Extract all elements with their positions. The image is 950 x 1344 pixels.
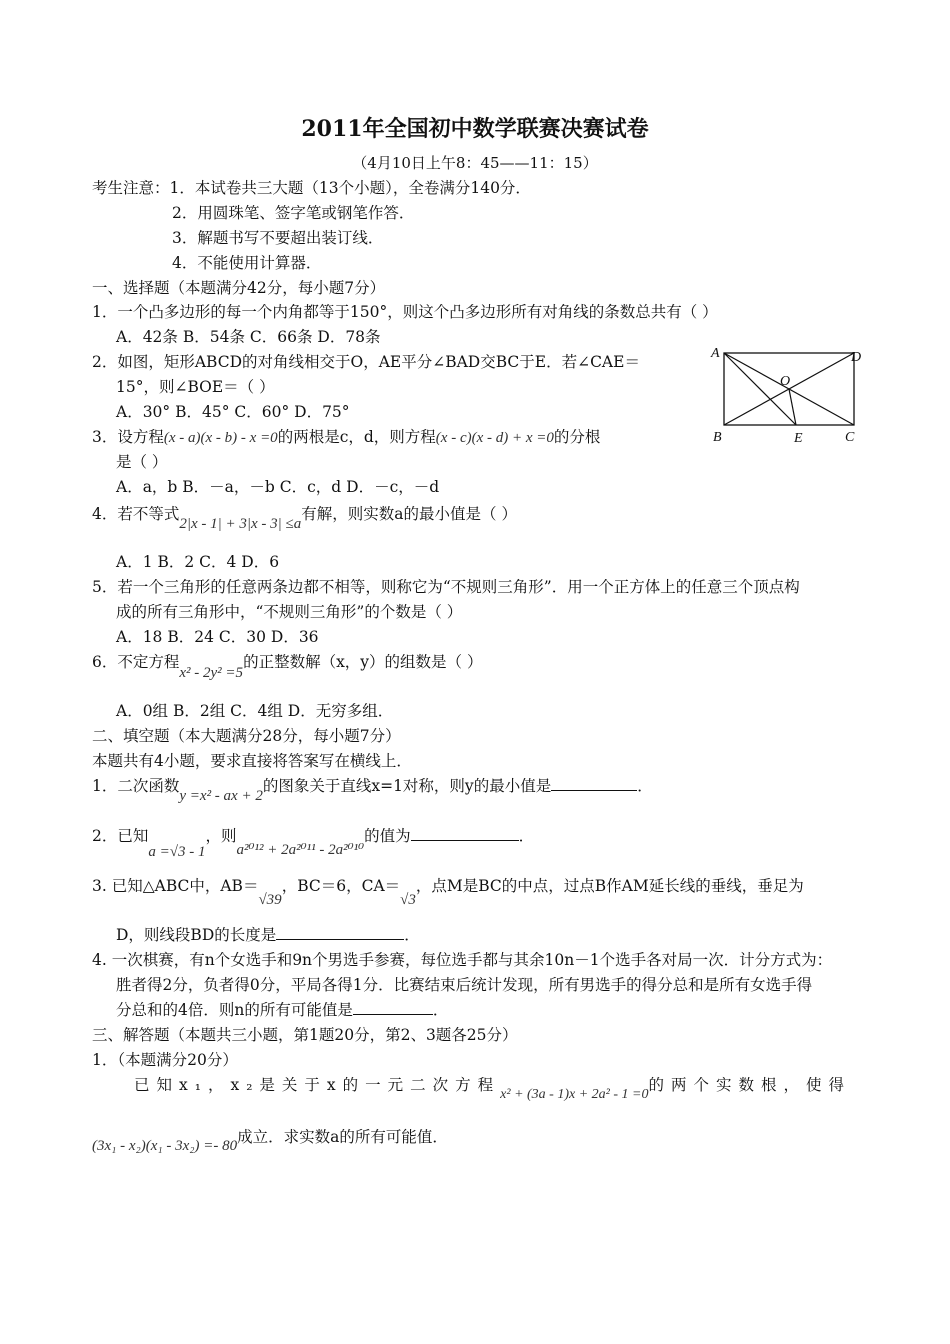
question-line (134, 1075, 851, 1102)
target-expr: a²⁰¹² + 2a²⁰¹¹ - 2a²⁰¹⁰ (236, 842, 365, 858)
inequality: 2|x - 1| + 3|x - 3| ≤a (179, 516, 302, 532)
question-text: 的两根是c，d，则方程 (277, 428, 436, 446)
given-expr: a =√3 - 1 (148, 844, 206, 860)
question-line (92, 776, 653, 804)
notice-item: 1．本试卷共三大题（13个小题），全卷满分140分． (169, 179, 531, 197)
question-text: 的正整数解（x，y）的组数是（ ） (243, 653, 483, 671)
question-text: 1．一个凸多边形的每一个内角都等于150°，则这个凸多边形所有对角线的条数总共有（ ） (92, 303, 718, 321)
root-expr: √39 (258, 892, 282, 908)
question-options: A．42条 B．54条 C．66条 D．78条 (116, 328, 381, 346)
equation: x² - 2y² =5 (179, 665, 244, 681)
label-e: E (794, 431, 803, 446)
question-line (92, 427, 600, 448)
question-text: 的两个实数根，使得 (648, 1076, 851, 1094)
label-o: O (780, 374, 791, 389)
question-line (92, 652, 483, 681)
question-options: A．30° B．45° C．60° D．75° (116, 403, 350, 421)
section-header: 二、填空题（本大题满分28分，每小题7分） (92, 727, 401, 745)
question-line (92, 504, 517, 532)
exam-time: （4月10日上午8：45——11：15） (352, 154, 598, 172)
question-text: 5．若一个三角形的任意两条边都不相等，则称它为“不规则三角形”．用一个正方体上的任意三个顶点构 (92, 578, 800, 596)
bisector-ae (724, 353, 796, 425)
question-text: 成立．求实数a的所有可能值． (237, 1128, 448, 1146)
quadratic-equation: x² + (3a - 1)x + 2a² - 1 =0 (500, 1087, 649, 1102)
question-text: ． (518, 827, 535, 845)
answer-blank[interactable] (276, 925, 404, 940)
question-line (92, 876, 804, 908)
question-text: ． (637, 777, 653, 795)
notice-line-1 (92, 178, 531, 198)
answer-blank[interactable] (411, 826, 519, 841)
question-text: 是（ ） (116, 453, 168, 471)
question-line (116, 925, 420, 945)
equation: (x - a)(x - b) - x =0 (163, 430, 278, 446)
answer-blank[interactable] (353, 1000, 433, 1015)
question-text: 已知x₁，x₂是关于x的一元二次方程 (134, 1076, 501, 1094)
question-line (92, 1127, 448, 1154)
question-text: 6．不定方程 (92, 653, 180, 671)
question-text: ，则 (205, 827, 237, 845)
question-text: 有解，则实数a的最小值是（ ） (301, 505, 517, 523)
question-options: A．a，b B．－a，－b C．c，d D．－c，－d (116, 478, 440, 496)
question-line (116, 1000, 448, 1020)
section-header: 三、解答题（本题共三小题，第1题20分，第2、3题各25分） (92, 1026, 518, 1044)
question-text: 4．若不等式 (92, 505, 180, 523)
question-text: ． (432, 1001, 449, 1019)
label-a: A (711, 346, 720, 361)
question-text: ，点M是BC的中点，过点B作AM延长线的垂线，垂足为 (415, 877, 804, 895)
question-text: ，BC＝6，CA＝ (281, 877, 401, 895)
question-label: 1．（本题满分20分） (92, 1051, 238, 1069)
question-text: 1．二次函数 (92, 777, 180, 795)
question-text: D，则线段BD的长度是 (116, 926, 277, 944)
root-expr: √3 (400, 892, 416, 908)
question-text: 的图象关于直线x=1对称，则y的最小值是 (262, 777, 552, 795)
label-d: D (851, 350, 862, 365)
question-text: 2．已知 (92, 827, 149, 845)
label-c: C (845, 430, 855, 445)
question-text: 15°，则∠BOE＝（ ） (116, 378, 275, 396)
rectangle-figure (708, 343, 868, 448)
section-header: 一、选择题（本题满分42分，每小题7分） (92, 279, 386, 297)
notice-item: 3．解题书写不要超出装订线． (172, 229, 384, 247)
answer-blank[interactable] (551, 776, 637, 791)
function-expr: y =x² - ax + 2 (179, 788, 263, 804)
notice-item: 4．不能使用计算器． (172, 254, 322, 272)
equation: (x - c)(x - d) + x =0 (435, 430, 554, 446)
question-options: A．0组 B．2组 C．4组 D．无穷多组． (116, 702, 394, 720)
question-text: 分总和的4倍．则n的所有可能值是 (116, 1001, 353, 1019)
question-text: 成的所有三角形中，“不规则三角形”的个数是（ ） (116, 603, 463, 621)
page-title: 2011年全国初中数学联赛决赛试卷 (301, 116, 649, 142)
label-b: B (713, 430, 722, 445)
question-text: 3．设方程 (92, 428, 164, 446)
notice-item: 2．用圆珠笔、签字笔或钢笔作答． (172, 204, 415, 222)
question-text: ． (404, 926, 420, 944)
question-text: 胜者得2分，负者得0分，平局各得1分．比赛结束后统计发现，所有男选手的得分总和是所有女选手得 (116, 976, 813, 994)
question-text: 3. 已知△ABC中，AB＝ (92, 877, 259, 895)
question-options: A．1 B．2 C．4 D．6 (116, 553, 280, 571)
question-text: 的分根 (553, 428, 601, 446)
question-text: 4. 一次棋赛，有n个女选手和9n个男选手参赛，每位选手都与其余10n－1个选手各对局一次．计分方式为： (92, 951, 833, 969)
section-intro: 本题共有4小题，要求直接将答案写在横线上． (92, 752, 412, 770)
question-text: 的值为 (364, 827, 411, 845)
notice-label: 考生注意： (92, 179, 170, 197)
question-options: A．18 B．24 C．30 D．36 (116, 628, 319, 646)
question-text: 2．如图，矩形ABCD的对角线相交于O，AE平分∠BAD交BC于E．若∠CAE＝ (92, 353, 640, 371)
condition-expr: (3x₁ - x₂)(x₁ - 3x₂) =- 80 (92, 1138, 238, 1154)
question-line (92, 826, 535, 860)
